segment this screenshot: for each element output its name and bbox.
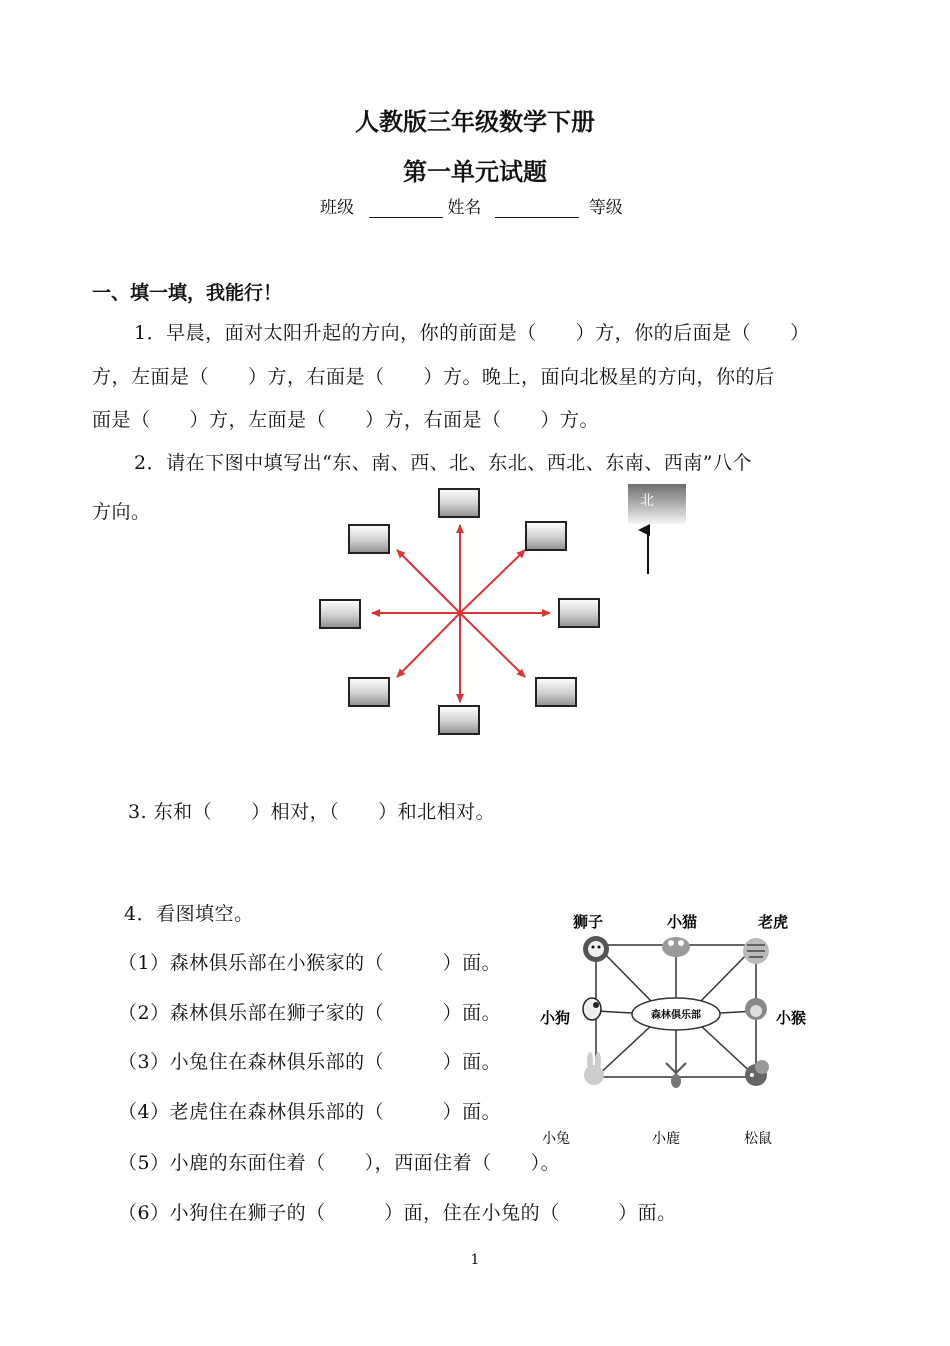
student-info-row xyxy=(320,193,623,218)
question-4-item-2: （2）森林俱乐部在狮子家的（ ）面。 xyxy=(118,1002,502,1024)
north-label: 北 xyxy=(640,493,654,509)
direction-box-top[interactable] xyxy=(439,489,479,517)
monkey-icon xyxy=(745,998,767,1020)
name-blank[interactable] xyxy=(495,199,579,218)
label-rabbit: 小兔 xyxy=(542,1131,570,1147)
question-3: 3. 东和（ ）相对，（ ）和北相对。 xyxy=(128,801,496,823)
direction-box-top-right[interactable] xyxy=(526,522,566,550)
arrow-up-right xyxy=(460,550,525,613)
rabbit-icon xyxy=(584,1052,604,1085)
arrow-down-right xyxy=(460,613,525,677)
question-4-item-5: （5）小鹿的东面住着（ ），西面住着（ ）。 xyxy=(118,1152,561,1174)
forest-map xyxy=(530,905,820,1155)
question-4-item-6: （6）小狗住在狮子的（ ）面，住在小兔的（ ）面。 xyxy=(118,1202,677,1224)
question-4-item-4: （4）老虎住在森林俱乐部的（ ）面。 xyxy=(118,1101,502,1123)
direction-box-right[interactable] xyxy=(559,599,599,627)
north-indicator-box xyxy=(628,484,686,524)
dog-icon xyxy=(583,998,601,1020)
question-2-line-1: 2．请在下图中填写出“东、南、西、北、东北、西北、东南、西南”八个 xyxy=(134,452,753,474)
label-deer: 小鹿 xyxy=(652,1131,680,1147)
question-1-line-2: 方，左面是（ ）方，右面是（ ）方。晚上，面向北极星的方向，你的后 xyxy=(92,366,775,388)
class-label: 班级 xyxy=(320,198,354,218)
cat-icon xyxy=(662,937,690,957)
label-squirrel: 松鼠 xyxy=(744,1131,772,1147)
page-title: 人教版三年级数学下册 xyxy=(355,108,595,136)
label-dog: 小狗 xyxy=(539,1009,571,1027)
direction-box-bottom-left[interactable] xyxy=(349,678,389,706)
page-subtitle: 第一单元试题 xyxy=(403,158,547,186)
direction-box-bottom-right[interactable] xyxy=(536,678,576,706)
question-4-title: 4．看图填空。 xyxy=(124,903,254,925)
question-4-item-3: （3）小兔住在森林俱乐部的（ ）面。 xyxy=(118,1051,502,1073)
direction-box-bottom[interactable] xyxy=(439,706,479,734)
arrow-up-left xyxy=(397,550,460,613)
compass-arrows xyxy=(372,525,550,702)
question-4-item-1: （1）森林俱乐部在小猴家的（ ）面。 xyxy=(118,952,502,974)
section-heading: 一、填一填，我能行！ xyxy=(92,282,283,304)
page-number: 1 xyxy=(470,1252,480,1268)
lion-icon xyxy=(583,936,609,962)
label-tiger: 老虎 xyxy=(757,913,789,931)
arrow-down-left xyxy=(397,613,460,677)
tiger-icon xyxy=(743,938,769,964)
question-1-line-3: 面是（ ）方，左面是（ ）方，右面是（ ）方。 xyxy=(92,409,600,431)
question-2-line-2: 方向。 xyxy=(92,501,151,523)
label-monkey: 小猴 xyxy=(775,1009,807,1027)
compass-diagram xyxy=(300,480,700,750)
label-cat: 小猫 xyxy=(666,913,698,931)
class-blank[interactable] xyxy=(369,199,443,218)
squirrel-icon xyxy=(745,1060,769,1086)
direction-box-top-left[interactable] xyxy=(349,525,389,553)
grade-label: 等级 xyxy=(588,198,623,218)
label-lion: 狮子 xyxy=(572,913,604,931)
question-1-line-1: 1．早晨，面对太阳升起的方向，你的前面是（ ）方，你的后面是（ ） xyxy=(134,322,810,344)
name-label: 姓名 xyxy=(447,198,482,218)
forest-club-label: 森林俱乐部 xyxy=(651,1010,701,1021)
direction-box-left[interactable] xyxy=(320,600,360,628)
